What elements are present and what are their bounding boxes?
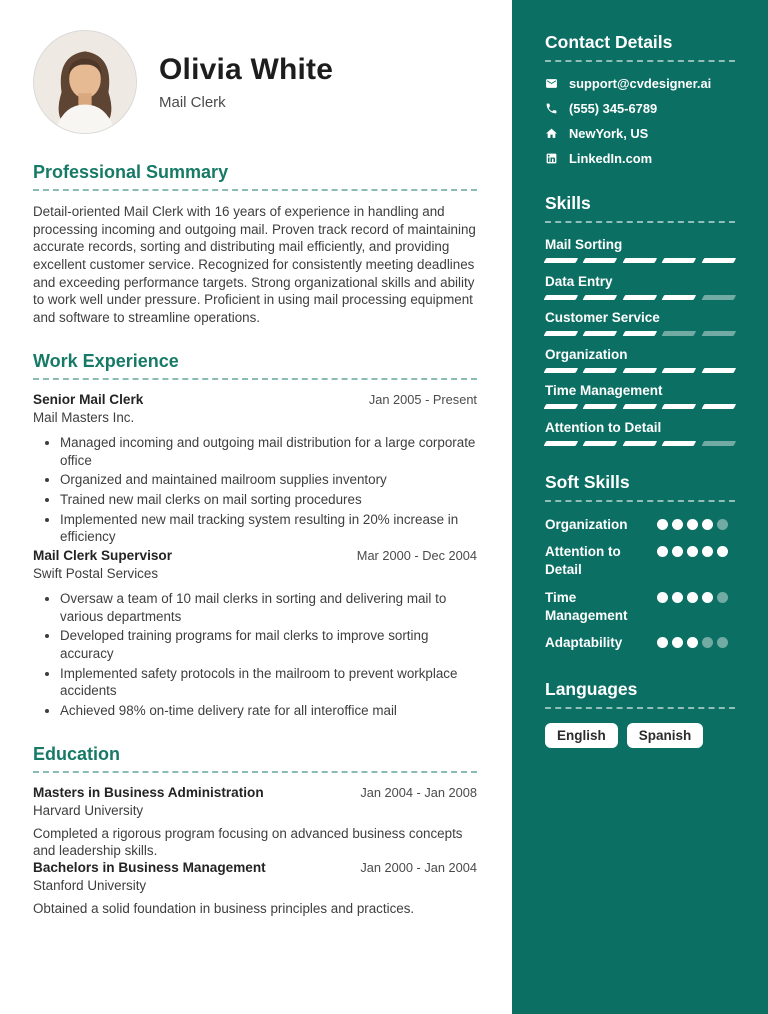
- job-entry-header: [33, 392, 477, 407]
- degree-dates: Jan 2000 - Jan 2004: [360, 860, 477, 876]
- contact-location: NewYork, US: [569, 126, 649, 141]
- skill-label: Mail Sorting: [545, 237, 623, 252]
- skills-heading: Skills: [545, 193, 591, 213]
- school-name: Stanford University: [33, 878, 147, 894]
- soft-skill-rating-dots: [657, 589, 728, 603]
- soft-skill-label: Attention to Detail: [545, 544, 621, 578]
- job-bullet: • Achieved 98% on-time delivery rate for all interoffice mail: [60, 702, 477, 720]
- education-entry-header: [33, 785, 477, 800]
- contact-row-email: [545, 76, 735, 91]
- job-title: Mail Clerk Supervisor: [33, 547, 173, 563]
- soft-skill-rating-dots: [657, 516, 728, 530]
- skill-item: [545, 310, 735, 336]
- job-dates: Mar 2000 - Dec 2004: [356, 547, 477, 563]
- contact-phone: (555) 345-6789: [569, 101, 658, 116]
- skill-level-meter: [545, 258, 735, 263]
- languages-heading: Languages: [545, 679, 638, 700]
- job-bullet: • Oversaw a team of 10 mail clerks in sorting and delivering mail to various departments: [60, 590, 477, 625]
- soft-skill-row: [545, 543, 735, 579]
- school-name: Harvard University: [33, 802, 144, 818]
- soft-skills-heading: Soft Skills: [545, 472, 630, 492]
- skill-item: [545, 383, 735, 409]
- skill-label: Time Management: [545, 383, 663, 398]
- phone-icon: [545, 102, 558, 115]
- sidebar-section-contact: [545, 32, 735, 166]
- job-bullet: • Organized and maintained mailroom supplies inventory: [60, 471, 477, 489]
- language-pill-row: [545, 723, 735, 748]
- skill-item: [545, 420, 735, 446]
- skill-level-meter: [545, 295, 735, 300]
- profile-photo: [33, 30, 137, 134]
- degree-dates: Jan 2004 - Jan 2008: [360, 784, 477, 800]
- contact-row-phone: [545, 101, 735, 116]
- degree-description: Obtained a solid foundation in business principles and practices.: [33, 901, 415, 917]
- contact-heading: Contact Details: [545, 32, 673, 52]
- sidebar-section-skills: [545, 193, 735, 445]
- skill-label: Customer Service: [545, 310, 660, 325]
- header-text: [159, 53, 333, 111]
- language-pill: English: [545, 723, 618, 748]
- education-entry-header: [33, 860, 477, 875]
- section-professional-summary: [33, 162, 477, 327]
- soft-skill-row: [545, 516, 735, 534]
- summary-heading: Professional Summary: [33, 162, 229, 182]
- job-bullet-list: [33, 590, 477, 720]
- candidate-name: Olivia White: [159, 53, 334, 86]
- degree-title: Masters in Business Administration: [33, 784, 264, 800]
- soft-skill-rating-dots: [657, 543, 728, 557]
- skill-level-meter: [545, 331, 735, 336]
- job-entry: [33, 548, 477, 720]
- job-entry: [33, 392, 477, 546]
- languages-heading-divider: [545, 707, 735, 709]
- education-heading: Education: [33, 743, 121, 764]
- skill-level-meter: [545, 404, 735, 409]
- job-bullet: • Implemented new mail tracking system resulting in 20% increase in efficiency: [60, 511, 477, 546]
- soft-skill-row: [545, 634, 735, 652]
- sidebar-section-languages: [545, 679, 735, 748]
- education-heading-divider: [33, 771, 477, 773]
- skill-label: Organization: [545, 346, 628, 362]
- soft-skill-label: Organization: [545, 517, 628, 532]
- language-pill: Spanish: [627, 723, 704, 748]
- education-entry: [33, 785, 477, 860]
- profile-photo-illustration: [34, 31, 136, 133]
- degree-description: Completed a rigorous program focusing on advanced business concepts and leadership skills.: [33, 825, 463, 859]
- skill-item: [545, 347, 735, 373]
- experience-heading-divider: [33, 378, 477, 380]
- experience-heading: Work Experience: [33, 350, 179, 371]
- resume-sidebar: [512, 0, 768, 1014]
- contact-email: support@cvdesigner.ai: [569, 76, 712, 91]
- email-icon: [545, 77, 558, 90]
- contact-row-linkedin: [545, 151, 735, 166]
- soft-skills-heading-divider: [545, 500, 735, 502]
- summary-text: Detail-oriented Mail Clerk with 16 years of experience in handling and processing incoming and outgoing mail. Proven track record of maintaining accurate records, sorting and distributing mail efficiently, and providing excellent customer service. Recognized for consistently meeting deadlines and exceeding performance targets. Strong organizational skills and ability to work well under pressure. Proficient in using mail processing equipment and software to streamline operations.: [33, 204, 476, 326]
- summary-heading-divider: [33, 189, 477, 191]
- section-work-experience: [33, 351, 477, 720]
- job-bullet: • Trained new mail clerks on mail sorting procedures: [60, 491, 477, 509]
- skill-level-meter: [545, 368, 735, 373]
- linkedin-icon: [545, 152, 558, 165]
- contact-linkedin: LinkedIn.com: [569, 151, 653, 166]
- soft-skill-row: [545, 589, 735, 625]
- job-entry-header: [33, 548, 477, 563]
- skill-item: [545, 274, 735, 300]
- contact-heading-divider: [545, 60, 735, 62]
- candidate-title: Mail Clerk: [159, 94, 226, 111]
- soft-skill-label: Time Management: [545, 589, 628, 623]
- degree-title: Bachelors in Business Management: [33, 860, 266, 876]
- contact-row-location: [545, 126, 735, 141]
- job-bullet: • Implemented safety protocols in the mailroom to prevent workplace accidents: [60, 665, 477, 700]
- soft-skill-rating-dots: [657, 634, 728, 648]
- skill-label: Data Entry: [545, 273, 613, 289]
- skill-level-meter: [545, 441, 735, 446]
- sidebar-section-soft-skills: [545, 472, 735, 652]
- section-education: [33, 744, 477, 918]
- resume-header: [33, 30, 477, 134]
- skill-item: [545, 237, 735, 263]
- job-company: Mail Masters Inc.: [33, 409, 135, 425]
- job-dates: Jan 2005 - Present: [368, 391, 477, 407]
- job-bullet: • Developed training programs for mail clerks to improve sorting accuracy: [60, 627, 477, 662]
- job-bullet: • Managed incoming and outgoing mail distribution for a large corporate office: [60, 434, 477, 469]
- job-bullet-list: [33, 434, 477, 546]
- skills-heading-divider: [545, 221, 735, 223]
- job-title: Senior Mail Clerk: [33, 391, 144, 407]
- job-company: Swift Postal Services: [33, 565, 159, 581]
- education-entry: [33, 860, 477, 918]
- skill-label: Attention to Detail: [545, 419, 662, 435]
- home-icon: [545, 127, 558, 140]
- soft-skill-label: Adaptability: [545, 635, 623, 651]
